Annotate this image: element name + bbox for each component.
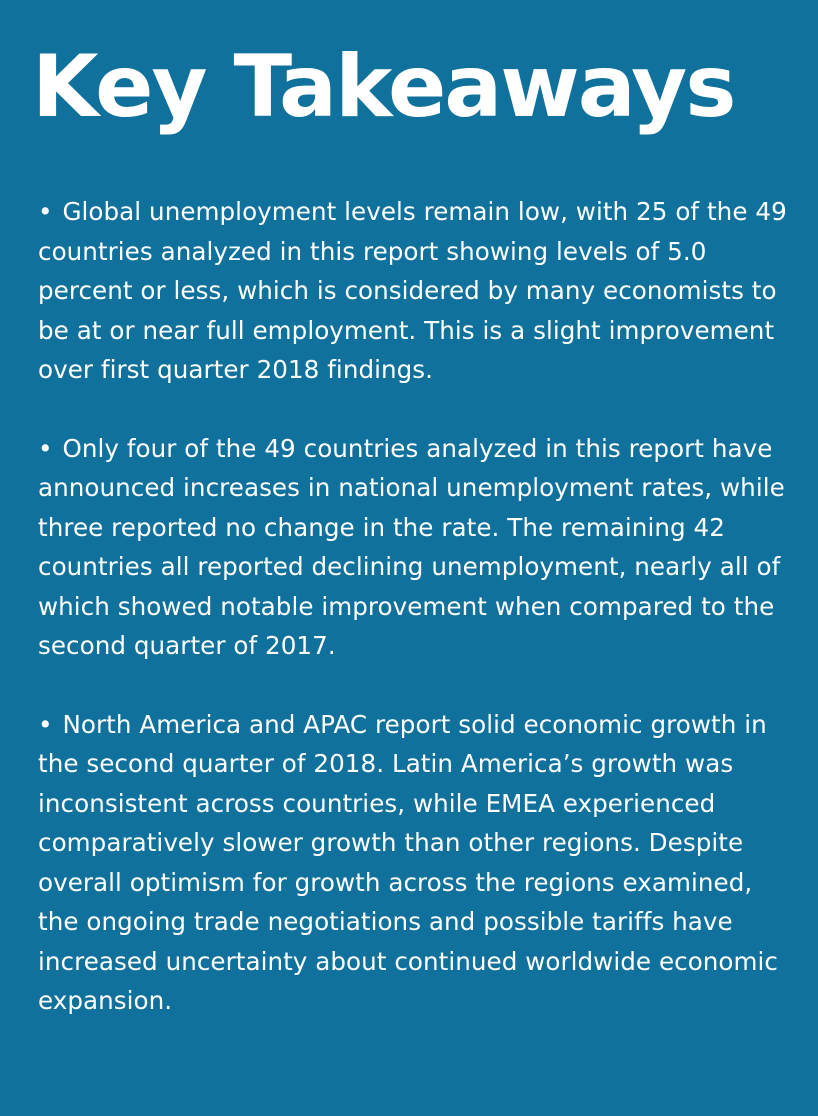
takeaway-item-unemployment-changes bbox=[38, 429, 798, 666]
takeaway-text: Global unemployment levels remain low, with 25 of the 49 countries analyzed in this report showing levels of 5.0 percent or less, which is considered by many economists to be at or near full employment. This is a slight improvement over first quarter 2018 findings. bbox=[38, 197, 787, 384]
bullet-icon: • bbox=[38, 197, 53, 226]
takeaways-list bbox=[38, 192, 798, 1021]
takeaway-item-unemployment-levels bbox=[38, 192, 798, 390]
bullet-icon: • bbox=[38, 433, 53, 463]
takeaway-text: Only four of the 49 countries analyzed in this report have announced increases in national unemployment rates, while three reported no change in the rate. The remaining 42 countries all reported declining unemployment, nearly all of which showed notable improvement when compared to the second quarter of 2017. bbox=[38, 433, 785, 660]
bullet-icon: • bbox=[38, 709, 53, 739]
takeaway-item-regional-growth bbox=[38, 705, 798, 1021]
takeaway-text: North America and APAC report solid economic growth in the second quarter of 2018. Latin America’s growth was inconsistent across countries, while EMEA experienced comparatively slower growth than other regions. Despite overall optimism for growth across the regions examined, the ongoing trade negotiations and possible tariffs have increased uncertainty about continued worldwide economic expansion. bbox=[38, 709, 778, 1015]
page-title: Key Takeaways bbox=[32, 37, 735, 137]
